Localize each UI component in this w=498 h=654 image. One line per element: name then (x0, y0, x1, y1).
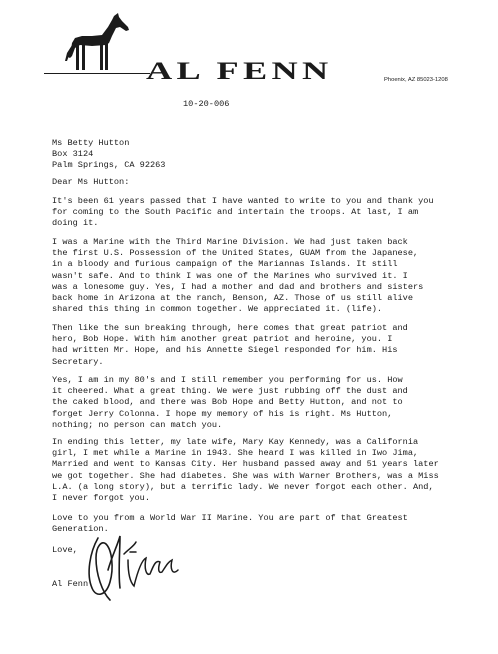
body-paragraph-2 (52, 237, 423, 315)
handwritten-signature (84, 530, 194, 610)
body-line: L.A. (a long story), but a terrific lady. We never forgot each other. And, (52, 481, 434, 492)
body-paragraph-1 (52, 196, 434, 230)
body-line: for coming to the South Pacific and intertain the troops. At last, I am (52, 207, 419, 218)
body-line: girl, I met while a Marine in 1943. She heard I was killed in Iwo Jima, (52, 448, 419, 459)
body-line: Yes, I am in my 80's and I still remember you performing for us. How (52, 375, 403, 385)
body-line: forget Jerry Colonna. I hope my memory of his is right. Ms Hutton, (52, 408, 393, 419)
body-line: doing it. (52, 218, 99, 229)
body-line: Then like the sun breaking through, here comes that great patriot and (52, 323, 408, 333)
body-line: back home in Arizona at the ranch, Benson, AZ. Those of us still alive (52, 293, 413, 304)
body-paragraph-4 (52, 375, 408, 431)
closing: Love, (52, 545, 78, 555)
horse-logo-icon (62, 12, 132, 74)
recipient-line: Palm Springs, CA 92263 (52, 160, 166, 171)
body-line: was a lonesome guy. Yes, I had a mother and dad and brothers and sisters (52, 281, 424, 292)
body-line: it cheered. What a great thing. We were just rubbing off the dust and (52, 386, 408, 397)
body-line: I never forgot you. (52, 493, 150, 504)
body-line: shared this thing in common together. We appreciated it. (life). (52, 304, 383, 315)
letterhead-name: AL FENN (146, 58, 333, 85)
recipient-line: Ms Betty Hutton (52, 138, 130, 148)
recipient-line: Box 3124 (52, 149, 94, 160)
body-line: had written Mr. Hope, and his Annette Siegel responded for him. His (52, 345, 398, 356)
salutation: Dear Ms Hutton: (52, 177, 130, 187)
letterhead-address: Phoenix, AZ 85023-1208 (384, 77, 448, 83)
body-line: Love to you from a World War II Marine. You are part of that Greatest (52, 513, 408, 523)
body-line: nothing; no person can match you. (52, 419, 223, 430)
body-line: Generation. (52, 524, 109, 535)
body-paragraph-3 (52, 323, 408, 368)
recipient-address (52, 138, 165, 172)
body-line: we got together. She had diabetes. She was with Warner Brothers, was a Miss (52, 470, 439, 481)
body-line: the caked blood, and there was Bob Hope and Betty Hutton, and not to (52, 397, 403, 408)
body-line: the first U.S. Possession of the United States, GUAM from the Japanese, (52, 248, 419, 259)
body-line: Secretary. (52, 356, 104, 367)
body-line: Married and went to Kansas City. Her husband passed away and 51 years later (52, 459, 439, 470)
body-line: It's been 61 years passed that I have wanted to write to you and thank you (52, 196, 434, 206)
letterhead-rule (44, 73, 150, 74)
body-line: wasn't safe. And to think I was one of the Marines who survived it. I (52, 270, 408, 281)
typed-signature: Al Fenn (52, 579, 89, 589)
letter-date: 10-20-006 (183, 99, 230, 109)
body-line: I was a Marine with the Third Marine Division. We had just taken back (52, 237, 408, 247)
body-line: in a bloody and furious campaign of the Mariannas Islands. It still (52, 259, 398, 270)
body-paragraph-5 (52, 437, 439, 504)
body-line: In ending this letter, my late wife, Mary Kay Kennedy, was a California (52, 437, 419, 447)
body-line: hero, Bob Hope. With him another great patriot and heroine, you. I (52, 334, 393, 345)
